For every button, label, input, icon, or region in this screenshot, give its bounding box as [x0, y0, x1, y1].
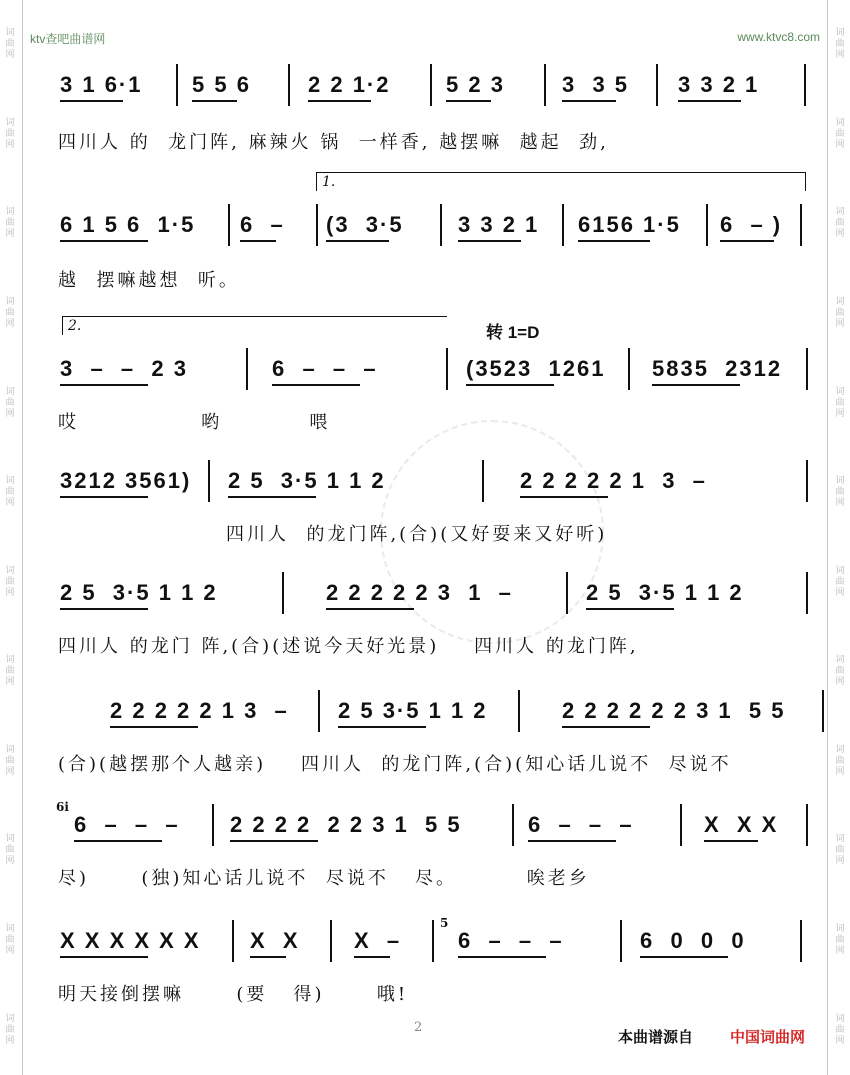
- volta-number: 1.: [322, 174, 336, 190]
- measure-notes: 6 0 0 0: [640, 928, 746, 953]
- bar-line: [800, 204, 802, 246]
- beam-underline: [652, 384, 740, 386]
- volta-bracket: [62, 316, 447, 335]
- measure-notes: 2 2 2 2 2 2 3 1 5 5: [562, 698, 786, 723]
- bar-line: [176, 64, 178, 106]
- beam-underline: [458, 240, 521, 242]
- measure-notes: 3 1 6·1: [60, 72, 143, 97]
- bar-line: [432, 920, 434, 962]
- measure-notes: X X X X X X: [60, 928, 201, 953]
- measure-notes: 6 – – –: [528, 812, 634, 837]
- bar-line: [806, 460, 808, 502]
- footer-source-label: 本曲谱源自: [618, 1028, 694, 1046]
- bar-line: [212, 804, 214, 846]
- lyric-line: 四川人 的龙门阵,(合)(又好耍来又好听): [226, 524, 608, 545]
- bar-line: [628, 348, 630, 390]
- beam-underline: [228, 496, 316, 498]
- measure-notes: 2 5 3·5 1 1 2: [586, 580, 744, 605]
- beam-underline: [60, 608, 148, 610]
- measure-notes: 3 3 2 1: [458, 212, 540, 237]
- beam-underline: [230, 840, 318, 842]
- measure-notes: 2 2 2 2 2 2 3 1 5 5: [230, 812, 462, 837]
- measure-notes: 5 5 6: [192, 72, 251, 97]
- bar-line: [482, 460, 484, 502]
- volta-bracket: [316, 172, 806, 191]
- measure-notes: 6156 1·5: [578, 212, 681, 237]
- grace-note: 6i: [56, 800, 69, 814]
- bar-line: [330, 920, 332, 962]
- bar-line: [562, 204, 564, 246]
- beam-underline: [60, 384, 148, 386]
- beam-underline: [60, 956, 148, 958]
- bar-line: [430, 64, 432, 106]
- beam-underline: [678, 100, 741, 102]
- bar-line: [228, 204, 230, 246]
- beam-underline: [272, 384, 360, 386]
- beam-underline: [562, 726, 650, 728]
- left-watermark-column: 词曲网 词曲网 词曲网 词曲网 词曲网 词曲网 词曲网 词曲网 词曲网 词曲网 词曲网 词曲网: [5, 28, 15, 1046]
- beam-underline: [578, 240, 650, 242]
- beam-underline: [720, 240, 774, 242]
- beam-underline: [458, 956, 546, 958]
- beam-underline: [60, 100, 123, 102]
- measure-notes: 6 – – –: [272, 356, 378, 381]
- bar-line: [512, 804, 514, 846]
- measure-notes: 2 5 3·5 1 1 2: [338, 698, 488, 723]
- beam-underline: [74, 840, 162, 842]
- bar-line: [518, 690, 520, 732]
- measure-notes: 3 – – 2 3: [60, 356, 188, 381]
- header-site-right[interactable]: www.ktvc8.com: [737, 30, 820, 44]
- beam-underline: [192, 100, 237, 102]
- measure-notes: 5835 2312: [652, 356, 783, 381]
- bar-line: [232, 920, 234, 962]
- key-change-marker: 转 1=D: [486, 323, 540, 342]
- bar-line: [656, 64, 658, 106]
- bar-line: [804, 64, 806, 106]
- beam-underline: [240, 240, 276, 242]
- bar-line: [806, 804, 808, 846]
- beam-underline: [640, 956, 728, 958]
- volta-number: 2.: [68, 318, 82, 334]
- beam-underline: [586, 608, 674, 610]
- measure-notes: X –: [354, 928, 402, 953]
- lyric-line: 四川人 的龙门 阵,(合)(述说今天好光景) 四川人 的龙门阵,: [58, 636, 639, 657]
- beam-underline: [60, 496, 148, 498]
- beam-underline: [338, 726, 426, 728]
- lyric-line: 明天接倒摆嘛 (要 得) 哦!: [58, 984, 409, 1005]
- beam-underline: [520, 496, 608, 498]
- measure-notes: 2 5 3·5 1 1 2: [60, 580, 218, 605]
- header-site-left[interactable]: ktv查吧曲谱网: [30, 32, 106, 46]
- page-number: 2: [414, 1020, 423, 1035]
- measure-notes: (3523 1261: [466, 356, 606, 381]
- bar-line: [440, 204, 442, 246]
- beam-underline: [326, 240, 389, 242]
- measure-notes: 2 2 2 2 2 1 3 –: [520, 468, 707, 493]
- beam-underline: [60, 240, 148, 242]
- measure-notes: 6 – – –: [74, 812, 180, 837]
- lyric-line: 越 摆嘛越想 听。: [58, 270, 240, 291]
- measure-notes: 6 1 5 6 1·5: [60, 212, 196, 237]
- measure-notes: 2 2 1·2: [308, 72, 391, 97]
- bar-line: [544, 64, 546, 106]
- bar-line: [620, 920, 622, 962]
- beam-underline: [110, 726, 198, 728]
- measure-notes: 3 3 5: [562, 72, 630, 97]
- bar-line: [822, 690, 824, 732]
- measure-notes: X X X: [704, 812, 779, 837]
- beam-underline: [326, 608, 414, 610]
- measure-notes: 6 –: [240, 212, 285, 237]
- bar-line: [706, 204, 708, 246]
- beam-underline: [704, 840, 758, 842]
- measure-notes: 3 3 2 1: [678, 72, 760, 97]
- measure-notes: (3 3·5: [326, 212, 404, 237]
- bar-line: [288, 64, 290, 106]
- lyric-line: (合)(越摆那个人越亲) 四川人 的龙门阵,(合)(知心话儿说不 尽说不: [58, 754, 732, 775]
- bar-line: [282, 572, 284, 614]
- bar-line: [680, 804, 682, 846]
- measure-notes: 2 5 3·5 1 1 2: [228, 468, 386, 493]
- measure-notes: 6 – ): [720, 212, 783, 237]
- beam-underline: [354, 956, 390, 958]
- beam-underline: [562, 100, 616, 102]
- beam-underline: [446, 100, 491, 102]
- bar-line: [806, 572, 808, 614]
- bar-line: [446, 348, 448, 390]
- bar-line: [208, 460, 210, 502]
- beam-underline: [528, 840, 616, 842]
- measure-notes: X X: [250, 928, 300, 953]
- bar-line: [246, 348, 248, 390]
- measure-notes: 3212 3561): [60, 468, 192, 493]
- measure-notes: 5 2 3: [446, 72, 505, 97]
- bar-line: [800, 920, 802, 962]
- footer-source-site[interactable]: 中国词曲网: [730, 1028, 806, 1046]
- lyric-line: 四川人 的 龙门阵, 麻辣火 锅 一样香, 越摆嘛 越起 劲,: [58, 132, 609, 153]
- measure-notes: 2 2 2 2 2 1 3 –: [110, 698, 289, 723]
- measure-notes: 6 – – –: [458, 928, 564, 953]
- measure-notes: 2 2 2 2 2 3 1 –: [326, 580, 513, 605]
- beam-underline: [466, 384, 554, 386]
- beam-underline: [308, 100, 371, 102]
- bar-line: [316, 204, 318, 246]
- beam-underline: [250, 956, 286, 958]
- bar-line: [806, 348, 808, 390]
- bar-line: [318, 690, 320, 732]
- right-watermark-column: 词曲网 词曲网 词曲网 词曲网 词曲网 词曲网 词曲网 词曲网 词曲网 词曲网 词曲网 词曲网: [835, 28, 845, 1046]
- bar-line: [566, 572, 568, 614]
- lyric-line: 哎 哟 喂: [58, 412, 331, 433]
- grace-note: 5: [440, 916, 449, 930]
- lyric-line: 尽) (独)知心话儿说不 尽说不 尽。 唉老乡: [58, 868, 590, 889]
